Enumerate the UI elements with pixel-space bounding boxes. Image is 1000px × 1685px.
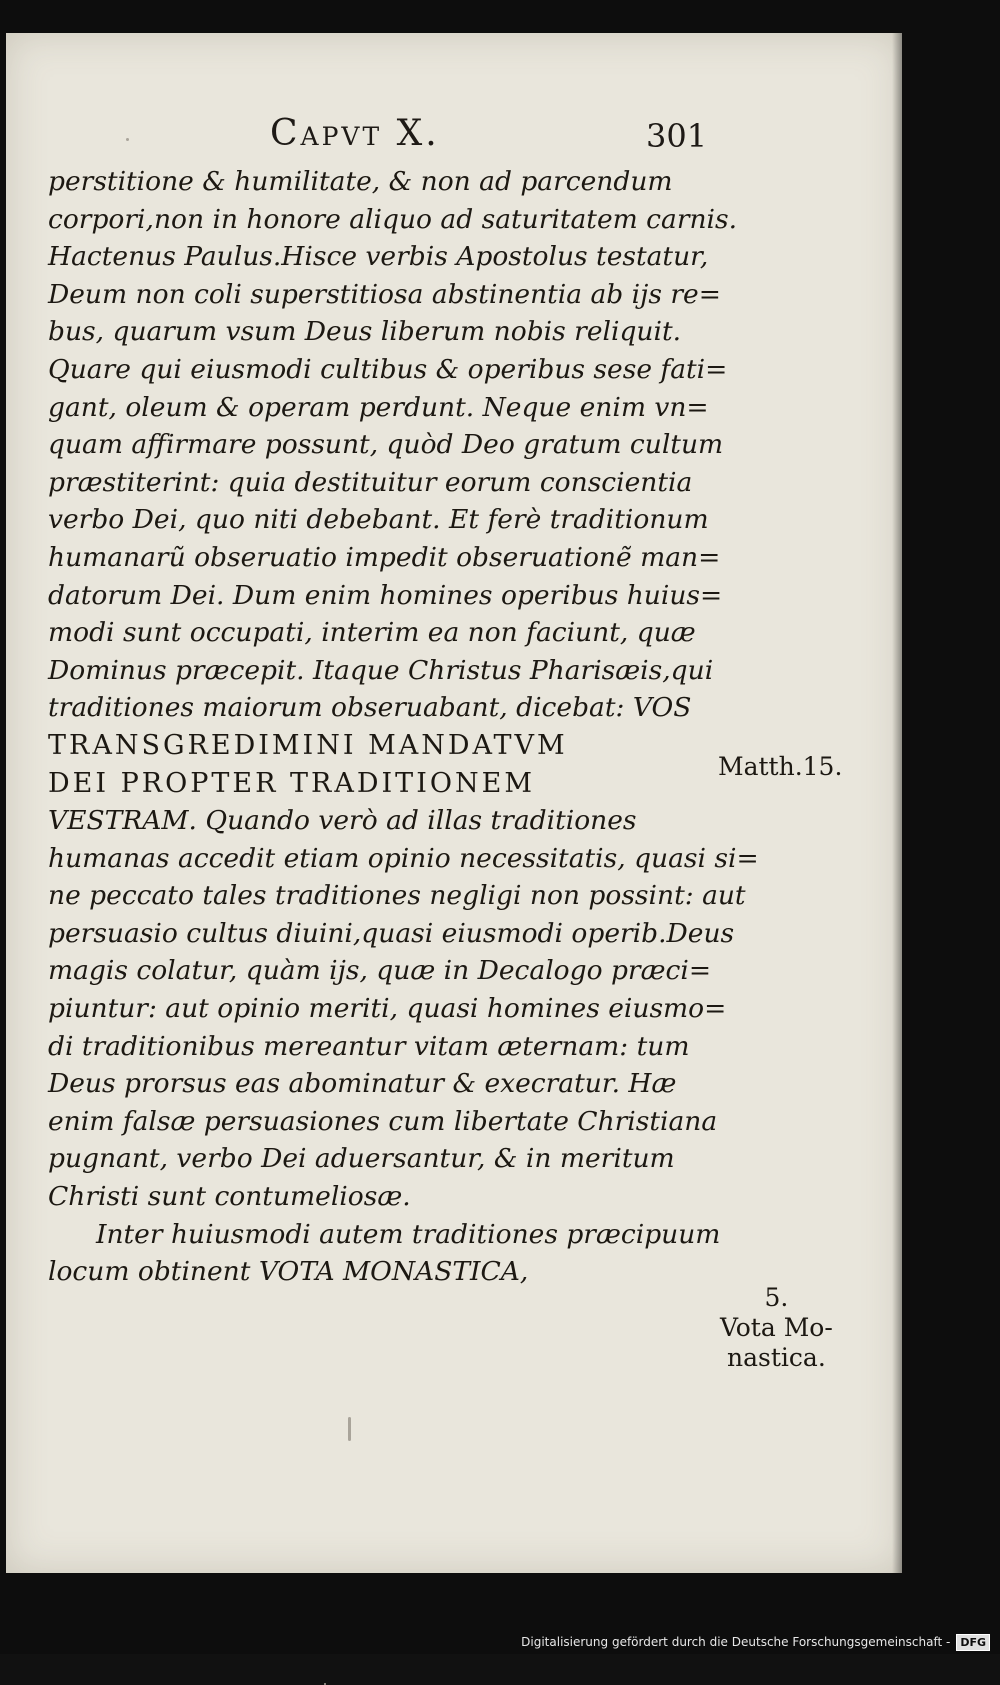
text-line: gant, oleum & operam perdunt. Neque enim vn= — [48, 391, 709, 423]
margin-note-line: nastica. — [727, 1343, 826, 1372]
text-line: bus, quarum vsum Deus liberum nobis reliquit. — [48, 316, 682, 348]
body-text — [48, 163, 759, 1291]
margin-note-line: Vota Mo- — [720, 1313, 833, 1342]
text-line: Deum non coli superstitiosa abstinentia ab ijs re= — [48, 278, 721, 310]
text-line: corpori,non in honore aliquo ad saturitatem carnis. — [48, 203, 738, 235]
text-line: Christi sunt contumeliosæ. — [48, 1181, 411, 1213]
text-line: pugnant, verbo Dei aduersantur, & in meritum — [48, 1143, 675, 1175]
margin-note-scripture-reference: Matth.15. — [718, 752, 843, 781]
text-line: Hactenus Paulus.Hisce verbis Apostolus testatur, — [48, 241, 709, 273]
text-line: humanarũ obseruatio impedit obseruationẽ man= — [48, 541, 721, 573]
margin-note-section — [720, 1283, 833, 1373]
text-line: ne peccato tales traditiones negligi non possint: aut — [48, 880, 746, 912]
text-line: humanas accedit etiam opinio necessitatis, quasi si= — [48, 842, 759, 874]
text-line: Dominus præcepit. Itaque Christus Pharisæis,qui — [48, 654, 714, 686]
text-line: quam affirmare possunt, quòd Deo gratum cultum — [48, 429, 724, 461]
text-line: magis colatur, quàm ijs, quæ in Decalogo præci= — [48, 955, 712, 987]
text-line-indented: Inter huiusmodi autem traditiones præcipuum — [96, 1218, 721, 1250]
text-line: traditiones maiorum obseruabant, dicebat: VOS — [48, 692, 692, 724]
text-line: Quare qui eiusmodi cultibus & operibus sese fati= — [48, 353, 728, 385]
margin-note-number: 5. — [764, 1283, 789, 1312]
book-page — [6, 33, 902, 1573]
text-line: verbo Dei, quo niti debebant. Et ferè traditionum — [48, 504, 709, 536]
paper-speck — [126, 138, 129, 141]
text-line: VESTRAM. Quando verò ad illas traditiones — [48, 805, 637, 837]
text-line: perstitione & humilitate, & non ad parcendum — [48, 166, 673, 197]
text-line: modi sunt occupati, interim ea non faciunt, quæ — [48, 617, 696, 649]
text-line: locum obtinent VOTA MONASTICA, — [48, 1256, 529, 1288]
paper-speck — [348, 1417, 351, 1441]
credit-text: Digitalisierung gefördert durch die Deutsche Forschungsgemeinschaft - — [521, 1635, 951, 1649]
text-line: persuasio cultus diuini,quasi eiusmodi operib.Deus — [48, 917, 735, 949]
text-line: enim falsæ persuasiones cum libertate Christiana — [48, 1105, 718, 1137]
text-line: piuntur: aut opinio meriti, quasi homines eiusmo= — [48, 993, 727, 1025]
digitization-credit — [521, 1632, 990, 1652]
dfg-logo: DFG — [956, 1634, 990, 1651]
text-line-capitals: TRANSGREDIMINI MANDATVM — [48, 729, 568, 761]
text-line: di traditionibus mereantur vitam æternam: tum — [48, 1030, 690, 1062]
text-line: datorum Dei. Dum enim homines operibus huius= — [48, 579, 723, 611]
text-line: præstiterint: quia destituitur eorum conscientia — [48, 466, 693, 498]
text-line-capitals: DEI PROPTER TRADITIONEM — [48, 767, 535, 799]
text-line: Deus prorsus eas abominatur & execratur. Hæ — [48, 1068, 677, 1100]
page-number: 301 — [646, 117, 708, 155]
running-header-title: Capvt X. — [270, 113, 440, 154]
